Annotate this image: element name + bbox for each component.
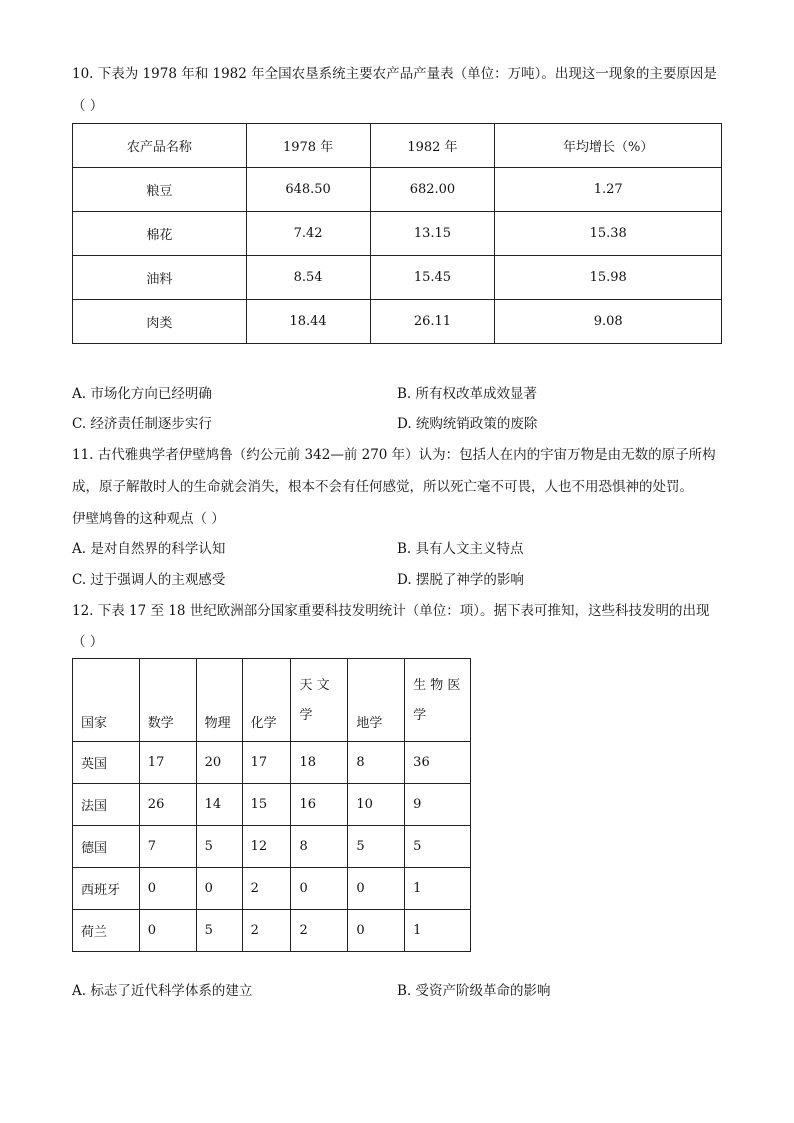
table-cell: 1 [405, 910, 471, 952]
table-cell: 法国 [73, 784, 140, 826]
q12-stem-line2: （ ） [72, 634, 104, 650]
table-cell: 0 [348, 910, 405, 952]
table-cell: 7 [139, 826, 196, 868]
table-cell: 13.15 [370, 212, 495, 256]
table-row [73, 868, 471, 910]
table-row [73, 212, 722, 256]
table-row [73, 300, 722, 344]
q12-option-a[interactable]: A. 标志了近代科学体系的建立 [72, 983, 253, 999]
table-cell: 18.44 [246, 300, 370, 344]
table-row [73, 910, 471, 952]
q10-option-d[interactable]: D. 统购统销政策的废除 [397, 416, 538, 432]
q12-table [72, 658, 471, 952]
table-row [73, 784, 471, 826]
table-cell: 5 [348, 826, 405, 868]
q11-option-a[interactable]: A. 是对自然界的科学认知 [72, 541, 226, 557]
table-cell: 15.98 [495, 256, 722, 300]
table-cell: 7.42 [246, 212, 370, 256]
q11-stem-line3: 伊壁鸠鲁的这种观点（ ） [72, 511, 225, 527]
table-header-cell [291, 659, 348, 742]
table-cell: 0 [348, 868, 405, 910]
table-cell: 9.08 [495, 300, 722, 344]
q10-option-c[interactable]: C. 经济责任制逐步实行 [72, 416, 212, 432]
table-cell: 26 [139, 784, 196, 826]
table-cell: 粮豆 [73, 168, 247, 212]
table-header-cell: 国家 [73, 659, 140, 742]
table-header-cell: 1978 年 [246, 124, 370, 168]
table-cell: 英国 [73, 742, 140, 784]
table-cell: 16 [291, 784, 348, 826]
table-cell: 18 [291, 742, 348, 784]
header-text-line: 学 [299, 708, 313, 723]
table-header-cell: 地学 [348, 659, 405, 742]
q10-table [72, 123, 722, 344]
table-cell: 1.27 [495, 168, 722, 212]
table-cell: 5 [405, 826, 471, 868]
table-cell: 0 [139, 868, 196, 910]
table-header-cell [405, 659, 471, 742]
table-cell: 0 [291, 868, 348, 910]
q11-option-d[interactable]: D. 摆脱了神学的影响 [397, 572, 524, 588]
table-cell: 15.38 [495, 212, 722, 256]
table-cell: 2 [291, 910, 348, 952]
header-text-line: 天 文 [299, 678, 330, 693]
table-cell: 17 [242, 742, 291, 784]
table-cell: 20 [196, 742, 242, 784]
table-cell: 15 [242, 784, 291, 826]
q11-stem-line1: 11. 古代雅典学者伊壁鸠鲁（约公元前 342—前 270 年）认为：包括人在内的宇宙万物是由无数的原子所构 [72, 447, 716, 463]
table-header-cell: 物理 [196, 659, 242, 742]
table-cell: 12 [242, 826, 291, 868]
table-row [73, 256, 722, 300]
q11-option-c[interactable]: C. 过于强调人的主观感受 [72, 572, 226, 588]
table-cell: 0 [139, 910, 196, 952]
header-text-line: 学 [413, 708, 427, 723]
table-cell: 14 [196, 784, 242, 826]
table-header-cell: 化学 [242, 659, 291, 742]
q10-option-a[interactable]: A. 市场化方向已经明确 [72, 386, 212, 402]
header-text-line: 生 物 医 [413, 678, 461, 693]
table-cell: 西班牙 [73, 868, 140, 910]
table-cell: 682.00 [370, 168, 495, 212]
table-cell: 5 [196, 826, 242, 868]
table-header-row [73, 124, 722, 168]
table-cell: 0 [196, 868, 242, 910]
q12-option-b[interactable]: B. 受资产阶级革命的影响 [397, 983, 551, 999]
table-cell: 8.54 [246, 256, 370, 300]
table-cell: 10 [348, 784, 405, 826]
table-header-cell: 数学 [139, 659, 196, 742]
table-header-cell: 农产品名称 [73, 124, 247, 168]
table-cell: 1 [405, 868, 471, 910]
q10-option-b[interactable]: B. 所有权改革成效显著 [397, 386, 538, 402]
table-cell: 8 [348, 742, 405, 784]
table-cell: 648.50 [246, 168, 370, 212]
table-cell: 肉类 [73, 300, 247, 344]
q10-stem-line2: （ ） [72, 98, 104, 114]
table-cell: 2 [242, 868, 291, 910]
table-cell: 油料 [73, 256, 247, 300]
table-cell: 荷兰 [73, 910, 140, 952]
table-cell: 8 [291, 826, 348, 868]
table-row [73, 168, 722, 212]
q12-stem-line1: 12. 下表 17 至 18 世纪欧洲部分国家重要科技发明统计（单位：项）。据下表可推知，这些科技发明的出现 [72, 603, 710, 619]
table-cell: 36 [405, 742, 471, 784]
table-header-cell: 年均增长（%） [495, 124, 722, 168]
q11-stem-line2: 成，原子解散时人的生命就会消失，根本不会有任何感觉，所以死亡毫不可畏，人也不用恐惧神的处罚。 [72, 479, 693, 495]
table-cell: 5 [196, 910, 242, 952]
table-cell: 棉花 [73, 212, 247, 256]
table-cell: 15.45 [370, 256, 495, 300]
q11-option-b[interactable]: B. 具有人文主义特点 [397, 541, 524, 557]
table-cell: 9 [405, 784, 471, 826]
table-cell: 26.11 [370, 300, 495, 344]
table-header-cell: 1982 年 [370, 124, 495, 168]
table-cell: 德国 [73, 826, 140, 868]
table-header-row [73, 659, 471, 742]
table-cell: 17 [139, 742, 196, 784]
table-cell: 2 [242, 910, 291, 952]
table-row [73, 742, 471, 784]
q10-stem-line1: 10. 下表为 1978 年和 1982 年全国农垦系统主要农产品产量表（单位：万吨）。出现这一现象的主要原因是 [72, 66, 717, 82]
table-row [73, 826, 471, 868]
